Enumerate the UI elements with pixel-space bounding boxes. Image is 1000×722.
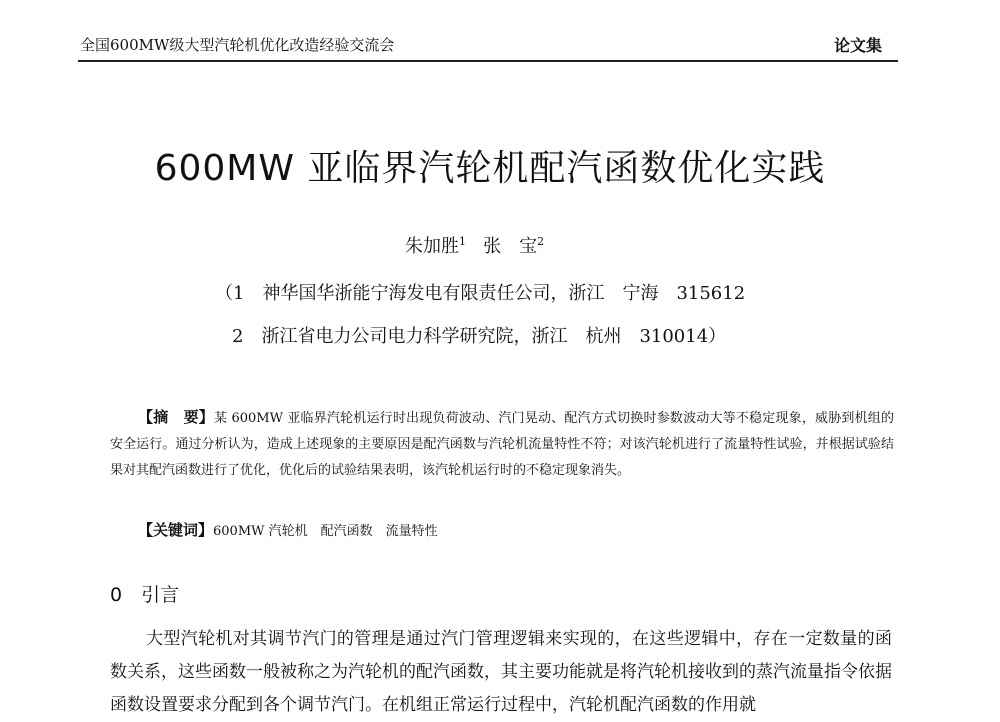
author-name: 张 宝 <box>483 236 538 257</box>
affiliation-2: 2 浙江省电力公司电力科学研究院，浙江 杭州 310014） <box>232 326 727 347</box>
affiliation-1: （1 神华国华浙能宁海发电有限责任公司，浙江 宁海 315612 <box>215 283 746 304</box>
running-header-collection: 论文集 <box>833 36 882 55</box>
section-body-text: 大型汽轮机对其调节汽门的管理是通过汽门管理逻辑来实现的，在这些逻辑中，存在一定数量的函数关系，这些函数一般被称之为汽轮机的配汽函数，其主要功能就是将汽轮机接收到的蒸汽流量指令依据函数设置要求分配到各个调节汽门。在机组正常运行过程中，汽轮机配汽函数的作用就 <box>110 629 892 715</box>
affiliation-marker: 2 <box>537 235 545 248</box>
keywords <box>138 519 438 540</box>
keywords-label: 【关键词】 <box>138 521 214 539</box>
author-line <box>405 232 544 258</box>
abstract <box>110 404 894 484</box>
header-rule <box>78 60 898 62</box>
section-heading: 0 引言 <box>110 584 180 606</box>
abstract-text: 某 600MW 亚临界汽轮机运行时出现负荷波动、汽门晃动、配汽方式切换时参数波动大等不稳定现象，威胁到机组的安全运行。通过分析认为，造成上述现象的主要原因是配汽函数与汽轮机流量特性不符；对该汽轮机进行了流量特性试验，并根据试验结果对其配汽函数进行了优化，优化后的试验结果表明，该汽轮机运行时的不稳定现象消失。 <box>110 411 894 478</box>
affiliation-marker: 1 <box>459 235 466 248</box>
running-header-conference: 全国600MW级大型汽轮机优化改造经验交流会 <box>80 36 395 54</box>
abstract-label: 【摘 要】 <box>138 408 214 426</box>
paper-title: 600MW 亚临界汽轮机配汽函数优化实践 <box>154 148 826 189</box>
author-name: 朱加胜 <box>405 236 459 257</box>
keywords-text: 600MW 汽轮机 配汽函数 流量特性 <box>213 524 438 539</box>
